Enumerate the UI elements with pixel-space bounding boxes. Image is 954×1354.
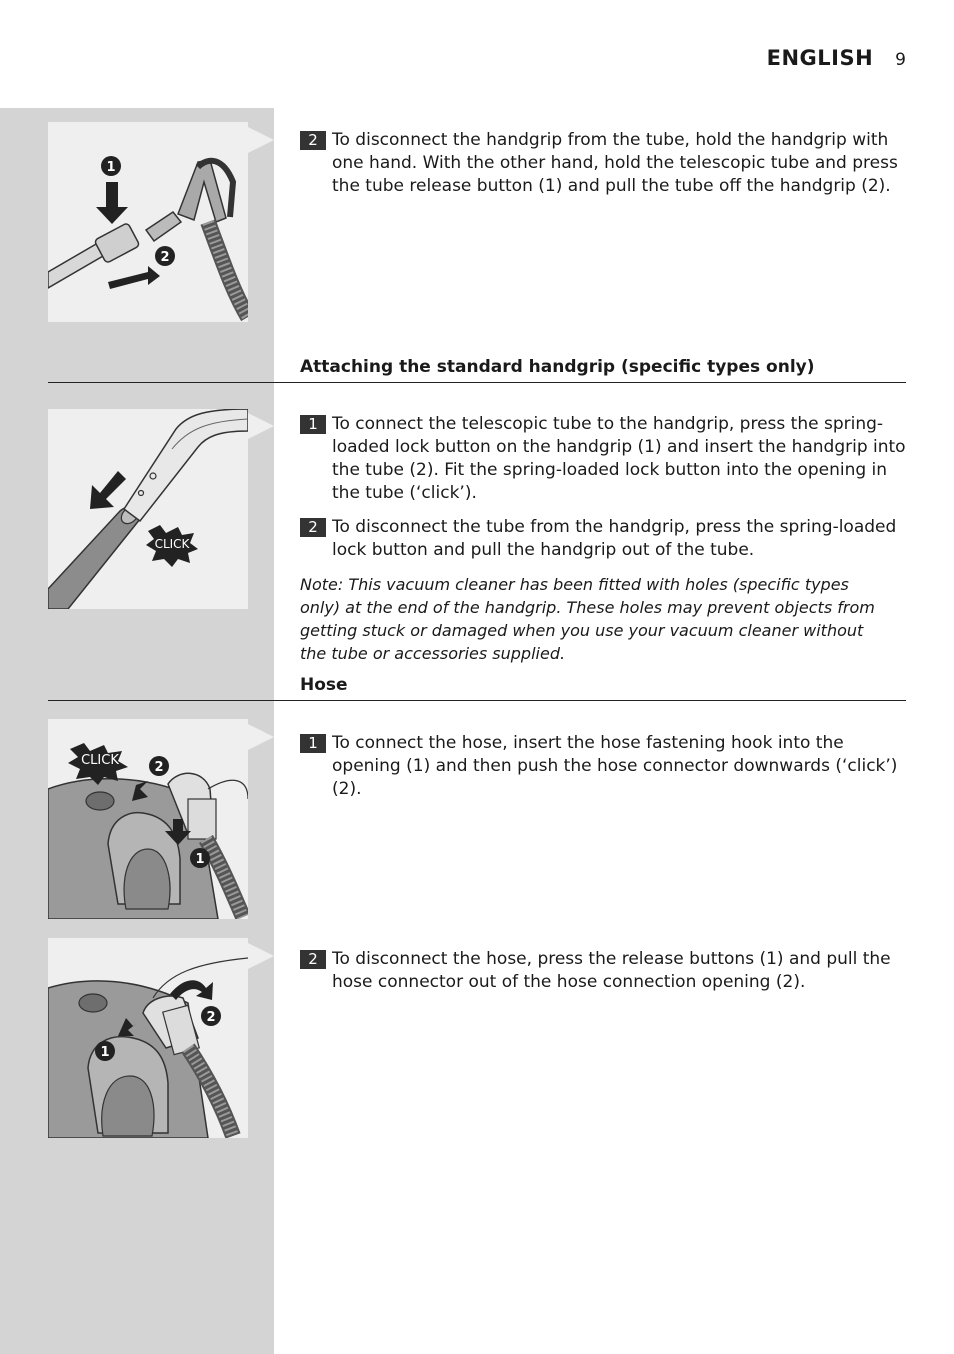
- figure-pointer: [248, 724, 274, 750]
- callout-2: 2: [154, 760, 164, 775]
- figure-pointer: [248, 127, 274, 153]
- callout-2: 2: [206, 1010, 216, 1025]
- section-divider: [48, 382, 906, 383]
- step-text: To disconnect the tube from the handgrip, press the spring-loaded lock button and pull the handgrip out of the tube.: [332, 517, 897, 560]
- figure-handgrip-release: [48, 122, 248, 322]
- step-number-badge: 1: [300, 415, 326, 434]
- figure-pointer: [248, 413, 274, 439]
- callout-2: 2: [160, 250, 170, 265]
- step-disconnect-tube: [300, 516, 906, 562]
- step-text: To disconnect the hose, press the release buttons (1) and pull the hose connector out of the hose connection opening (2).: [332, 949, 891, 992]
- click-label: CLICK: [81, 753, 119, 768]
- step-number-badge: 2: [300, 518, 326, 537]
- section-heading-hose: Hose: [300, 675, 348, 695]
- step-connect-tube: [300, 413, 906, 505]
- step-text: To connect the telescopic tube to the handgrip, press the spring-loaded lock button on the handgrip (1) and insert the handgrip into the tube (2). Fit the spring-loaded lock button into the opening in the tube (‘click’).: [332, 414, 906, 503]
- figure-disconnect-hose: [48, 938, 248, 1138]
- step-number-badge: 2: [300, 131, 326, 150]
- section-heading-standard-handgrip: Attaching the standard handgrip (specific types only): [300, 357, 815, 377]
- figure-pointer: [248, 943, 274, 969]
- callout-1: 1: [106, 160, 116, 175]
- section-divider: [48, 700, 906, 701]
- language-label: ENGLISH: [766, 46, 874, 70]
- callout-1: 1: [195, 852, 205, 867]
- step-text: To disconnect the handgrip from the tube, hold the handgrip with one hand. With the other hand, hold the telescopic tube and press the tube release button (1) and pull the tube off the handgrip (2).: [332, 130, 898, 196]
- step-connect-hose: [300, 732, 906, 801]
- step-disconnect-handgrip: [300, 129, 906, 198]
- page-number: 9: [895, 50, 906, 70]
- step-number-badge: 1: [300, 734, 326, 753]
- step-text: To connect the hose, insert the hose fastening hook into the opening (1) and then push the hose connector downwards (‘click’) (2).: [332, 733, 898, 799]
- callout-1: 1: [100, 1045, 110, 1060]
- figure-connect-hose: [48, 719, 248, 919]
- page-header: [767, 46, 906, 70]
- note-text: Note: This vacuum cleaner has been fitted with holes (specific types only) at the end of the handgrip. These holes may prevent objects from getting stuck or damaged when you use your vacuum cleaner without the tube or accessories supplied.: [300, 575, 875, 663]
- figure-attach-handgrip: [48, 409, 248, 609]
- step-number-badge: 2: [300, 950, 326, 969]
- step-disconnect-hose: [300, 948, 906, 994]
- click-label: CLICK: [154, 537, 190, 551]
